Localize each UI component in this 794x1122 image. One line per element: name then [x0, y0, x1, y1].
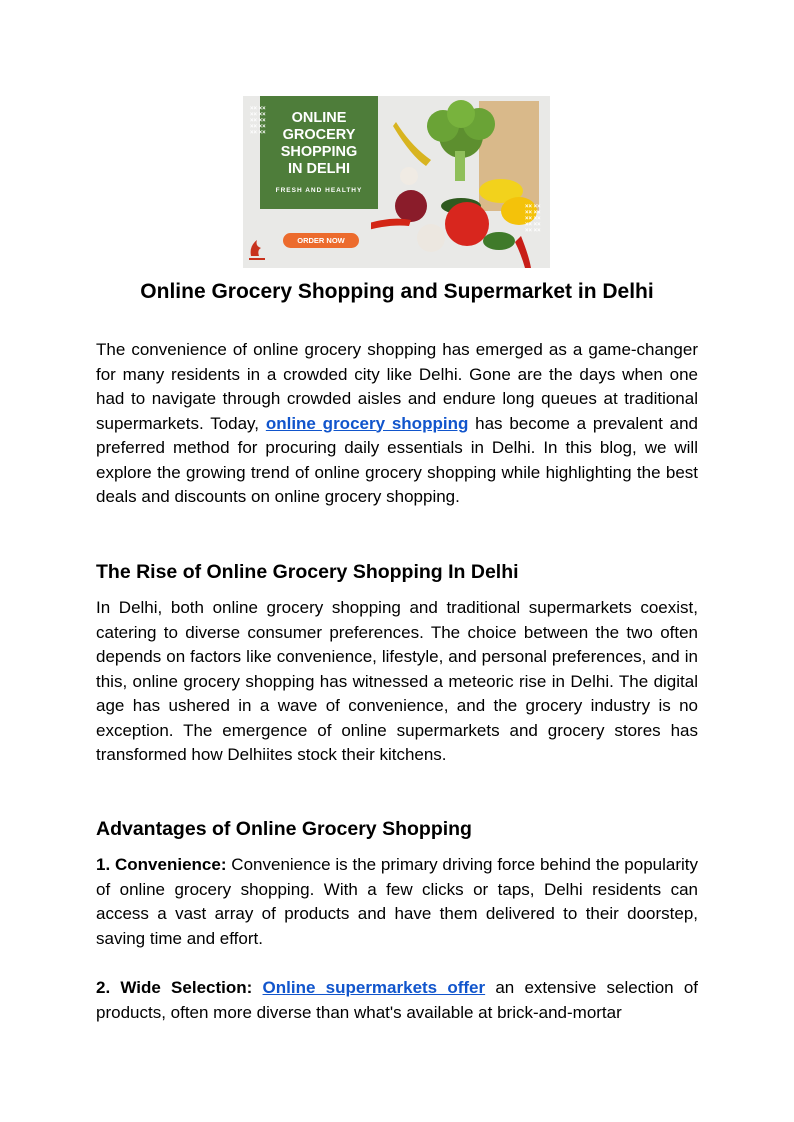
convenience-paragraph: 1. Convenience: Convenience is the primary driving force behind the popularity of online grocery shopping. With a few clicks or taps, Delhi residents can access a vast array of products and have them delivered to their doorstep, saving time and effort. [96, 855, 699, 948]
wide-selection-paragraph: 2. Wide Selection: Online supermarkets offer an extensive selection of products, often more diverse than what's available at brick-and-mortar [96, 978, 698, 1022]
banner-title: ONLINE GROCERY SHOPPING IN DELHI [280, 110, 358, 177]
page-title: Online Grocery Shopping and Supermarket in Delhi [140, 280, 654, 303]
banner-title-box [260, 96, 378, 209]
vegetables-illustration [371, 96, 550, 268]
intro-paragraph: The convenience of online grocery shopping has emerged as a game-changer for many residents in a crowded city like Delhi. Gone are the days when one had to navigate through crowded aisles and endure long queues at traditional supermarkets. Today, online grocery shopping has become a prevalent and preferred method for procuring daily essentials in Delhi. In this blog, we will explore the growing trend of online grocery shopping while highlighting the best deals and discounts on online grocery shopping. [96, 340, 698, 506]
online-grocery-shopping-link[interactable]: online grocery shopping [265, 413, 469, 433]
section-heading-advantages: Advantages of Online Grocery Shopping [96, 818, 472, 840]
wide-selection-label: 2. Wide Selection: [96, 978, 253, 997]
hero-banner [243, 96, 550, 268]
x-pattern-icon: ×× ×× ×× ×× ×× ×× ×× ×× ×× ×× [250, 106, 266, 136]
order-now-button[interactable]: ORDER NOW [283, 233, 359, 248]
convenience-label: 1. Convenience: [96, 855, 227, 874]
brand-logo-icon [247, 236, 267, 262]
banner-subtitle: FRESH AND HEALTHY [275, 187, 363, 194]
x-pattern-icon: ×× ×× ×× ×× ×× ×× ×× ×× ×× ×× [525, 204, 541, 234]
section-heading-rise: The Rise of Online Grocery Shopping In Delhi [96, 561, 519, 583]
rise-paragraph: In Delhi, both online grocery shopping and traditional supermarkets coexist, catering to diverse consumer preferences. The choice between the two often depends on factors like convenience, lifestyle, and personal preferences, and in this, online grocery shopping has witnessed a meteoric rise in Delhi. The digital age has ushered in a wave of convenience, and the grocery industry is no exception. The emergence of online supermarkets and grocery stores has transformed how Delhiites stock their kitchens. [96, 598, 698, 764]
online-supermarkets-offer-link[interactable]: Online supermarkets offer [262, 978, 486, 997]
